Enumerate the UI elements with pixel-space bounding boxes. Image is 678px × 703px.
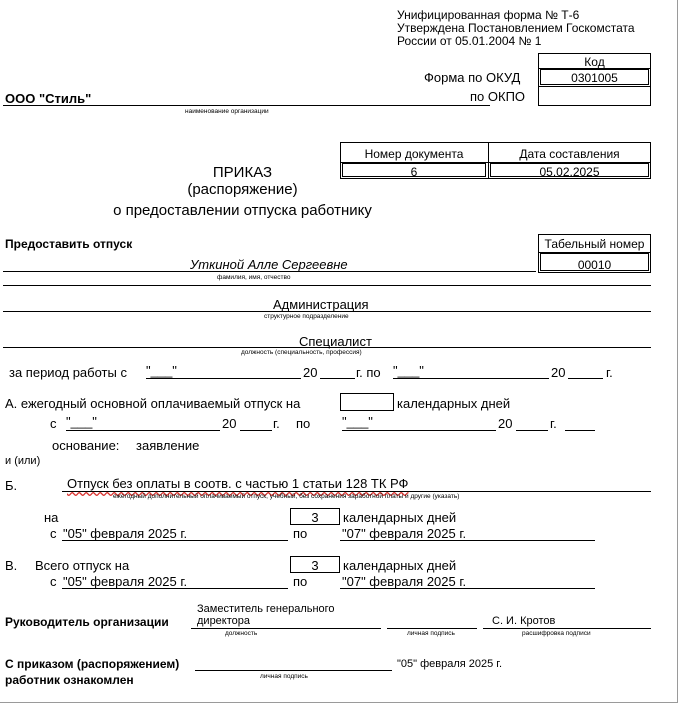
ack-label-line-2: работник ознакомлен — [5, 673, 134, 687]
section-a-to-day[interactable]: "___" — [342, 414, 373, 429]
period-to-suffix: г. — [606, 365, 613, 380]
okpo-label: по ОКПО — [470, 89, 526, 104]
section-b-from-date[interactable]: "05" февраля 2025 г. — [63, 526, 188, 541]
section-a-from-suffix: г. — [273, 416, 280, 431]
head-label: Руководитель организации — [5, 615, 169, 629]
section-v-to-date[interactable]: "07" февраля 2025 г. — [342, 574, 467, 589]
section-b-leave-type[interactable]: Отпуск без оплаты в соотв. с частью 1 статьи 128 ТК РФ — [67, 476, 409, 491]
period-from-day[interactable]: "___" — [146, 363, 177, 378]
document-date-header: Дата составления — [519, 147, 620, 161]
section-b-to-label: по — [293, 526, 308, 541]
position-caption: должность (специальность, профессия) — [241, 349, 362, 356]
section-b-from-label: с — [50, 526, 57, 541]
title-order: ПРИКАЗ — [212, 164, 273, 181]
form-header-line-1: Унифицированная форма № Т-6 — [397, 8, 580, 22]
organization-name: ООО "Стиль" — [5, 91, 92, 106]
tab-number-header: Табельный номер — [544, 237, 645, 251]
section-a-to-suffix: г. — [550, 416, 557, 431]
section-v-from-label: с — [50, 574, 57, 589]
section-a-days-box — [340, 393, 394, 411]
section-b-on-label: на — [44, 510, 59, 525]
okud-value[interactable]: 0301005 — [571, 71, 618, 85]
form-header-line-2: Утверждена Постановлением Госкомстата — [397, 21, 635, 35]
section-a-to-year[interactable]: 20 — [498, 416, 513, 431]
section-a-from-day[interactable]: "___" — [66, 414, 97, 429]
okud-label: Форма по ОКУД — [424, 70, 521, 85]
section-v-label: Всего отпуск на — [35, 558, 130, 573]
section-v-days-label: календарных дней — [343, 558, 457, 573]
head-caption-decoding: расшифровка подписи — [522, 630, 591, 637]
section-b-days-label: календарных дней — [343, 510, 457, 525]
section-b-letter: Б. — [5, 478, 18, 493]
section-a-days-label: календарных дней — [397, 396, 511, 411]
title-subject: о предоставлении отпуска работнику — [113, 202, 372, 219]
tab-number[interactable]: 00010 — [577, 258, 612, 272]
document-date[interactable]: 05.02.2025 — [539, 165, 600, 179]
section-a-from-label: с — [50, 416, 57, 431]
employee-name-caption: фамилия, имя, отчество — [217, 274, 291, 281]
ack-label-line-1: С приказом (распоряжением) — [5, 657, 180, 671]
section-a-label: А. ежегодный основной оплачиваемый отпуск на — [5, 396, 301, 411]
section-b-to-date[interactable]: "07" февраля 2025 г. — [342, 526, 467, 541]
period-from-year[interactable]: 20 — [303, 365, 318, 380]
department[interactable]: Администрация — [273, 297, 369, 312]
grant-leave-label: Предоставить отпуск — [5, 237, 133, 251]
ack-caption-signature: личная подпись — [260, 673, 308, 680]
document-number[interactable]: 6 — [410, 165, 418, 179]
head-position-line-1[interactable]: Заместитель генерального — [197, 603, 335, 615]
section-a-from-year[interactable]: 20 — [222, 416, 237, 431]
employee-name[interactable]: Уткиной Алле Сергеевне — [190, 257, 348, 272]
section-b-caption: ежегодный дополнительный оплачиваемый отпуск, учебный, без сохранения заработной платы и другие (указать) — [113, 493, 460, 500]
section-v-days[interactable]: 3 — [311, 558, 319, 573]
document-number-header: Номер документа — [364, 147, 464, 161]
position[interactable]: Специалист — [299, 334, 372, 349]
section-a-to-label: по — [296, 416, 311, 431]
organization-caption: наименование организации — [185, 108, 269, 115]
and-or-label: и (или) — [5, 455, 41, 467]
department-caption: структурное подразделение — [264, 313, 349, 320]
form-header-line-3: России от 05.01.2004 № 1 — [397, 34, 542, 48]
head-caption-signature: личная подпись — [407, 630, 455, 637]
ack-date[interactable]: "05" февраля 2025 г. — [397, 658, 503, 670]
section-a-basis-value[interactable]: заявление — [136, 438, 200, 453]
head-name[interactable]: С. И. Кротов — [492, 615, 556, 627]
head-position-line-2[interactable]: директора — [197, 615, 251, 627]
period-from-suffix: г. по — [356, 365, 381, 380]
section-a-basis-label: основание: — [52, 438, 120, 453]
section-v-to-label: по — [293, 574, 308, 589]
section-v-from-date[interactable]: "05" февраля 2025 г. — [63, 574, 188, 589]
period-label: за период работы с — [9, 365, 127, 380]
section-b-days[interactable]: 3 — [311, 510, 319, 525]
head-caption-position: должность — [225, 630, 258, 637]
period-to-day[interactable]: "___" — [393, 363, 424, 378]
section-v-letter: В. — [5, 558, 18, 573]
codes-header: Код — [584, 55, 605, 69]
title-disposition: (распоряжение) — [187, 181, 298, 198]
period-to-year[interactable]: 20 — [551, 365, 566, 380]
